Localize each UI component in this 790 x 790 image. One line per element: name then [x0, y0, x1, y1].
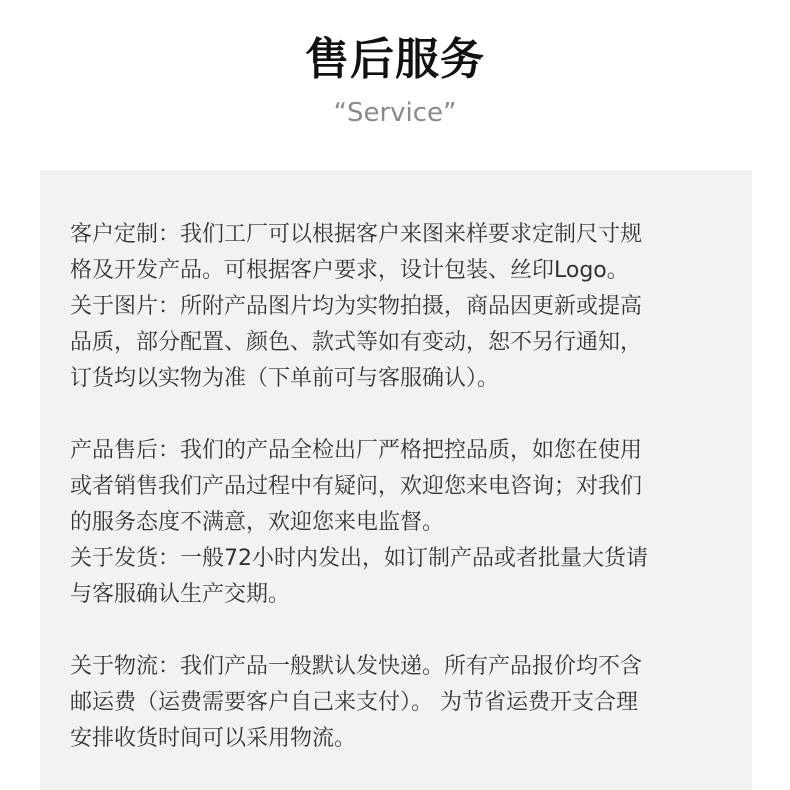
text-line: 关于物流：我们产品一般默认发快递。所有产品报价均不含: [70, 654, 643, 679]
text-line: 与客服确认生产交期。: [70, 582, 291, 607]
text-line: 邮运费（运费需要客户自己来支付）。 为节省运费开支合理: [70, 690, 638, 715]
text-line: 安排收货时间可以采用物流。: [70, 726, 357, 751]
page-title: 售后服务: [305, 34, 485, 85]
text-line: 或者销售我们产品过程中有疑问，欢迎您来电咨询；对我们: [70, 474, 643, 499]
paragraph-gap: [70, 613, 730, 649]
text-line: 产品售后：我们的产品全检出厂严格把控品质，如您在使用: [70, 438, 643, 463]
text-line: 关于图片：所附产品图片均为实物拍摄，商品因更新或提高: [70, 294, 643, 319]
text-line: 品质，部分配置、颜色、款式等如有变动，恕不另行通知，: [70, 330, 643, 355]
text-line: 客户定制：我们工厂可以根据客户来图来样要求定制尺寸规: [70, 222, 643, 247]
text-line: 订货均以实物为准（下单前可与客服确认）。: [70, 366, 500, 391]
paragraph-gap: [70, 397, 730, 433]
text-line: 关于发货：一般72小时内发出，如订制产品或者批量大货请: [70, 546, 648, 571]
content-text: [70, 217, 730, 757]
text-line: 的服务态度不满意，欢迎您来电监督。: [70, 510, 445, 535]
page-subtitle: “Service”: [333, 98, 457, 128]
text-line: 格及开发产品。可根据客户要求，设计包装、丝印Logo。: [70, 258, 629, 283]
